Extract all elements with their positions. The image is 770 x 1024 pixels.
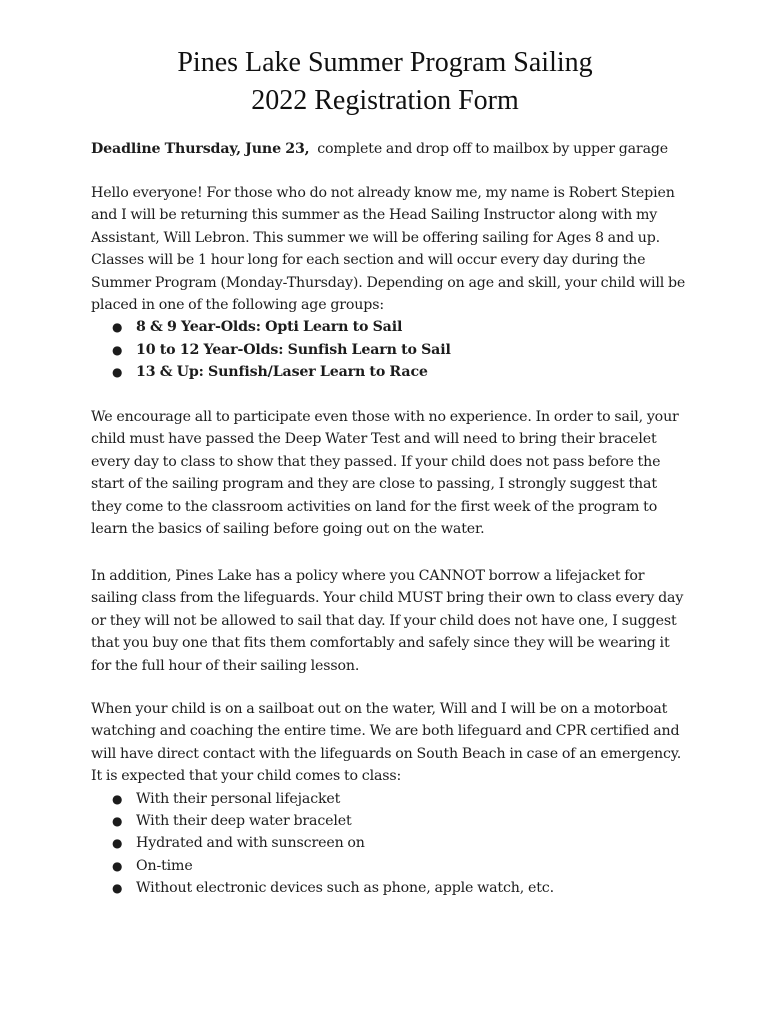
bullet-icon: ● — [112, 342, 123, 357]
page-title-line2: 2022 Registration Form — [251, 85, 519, 116]
list-item — [91, 810, 691, 832]
age-group-text: 13 & Up: Sunfish/Laser Learn to Race — [136, 364, 428, 381]
list-item — [91, 788, 691, 810]
safety-paragraph: When your child is on a sailboat out on the water, Will and I will be on a motorboat watching and coaching the entire time. We are both lifeguard and CPR certified and will have direct contact with the lifeguards on South Beach in case of an emergency. — [91, 701, 682, 762]
list-item — [91, 877, 691, 899]
bullet-icon: ● — [112, 881, 123, 896]
expectation-text: With their deep water bracelet — [136, 813, 352, 830]
page-title-line1: Pines Lake Summer Program Sailing — [177, 47, 593, 78]
deadline-label: Deadline Thursday, June 23, — [91, 141, 310, 157]
bullet-icon: ● — [112, 814, 123, 829]
age-group-text: 10 to 12 Year-Olds: Sunfish Learn to Sail — [136, 341, 451, 358]
list-item — [91, 361, 691, 383]
expectation-text: Without electronic devices such as phone, apple watch, etc. — [136, 880, 554, 897]
lifejacket-section — [91, 565, 691, 677]
list-item — [91, 832, 691, 854]
expectation-text: On-time — [136, 857, 193, 874]
bullet-icon: ● — [112, 791, 123, 806]
intro-paragraph: Hello everyone! For those who do not already know me, my name is Robert Stepien and I will be returning this summer as the Head Sailing Instructor along with my Assistant, Will Lebron. This summer we will be offering sailing for Ages 8 and up. Classes will be 1 hour long for each section and will occur every day during the Summer Program (Monday-Thursday). Depending on age and skill, your child will be placed in one of the following age groups: — [91, 185, 686, 314]
list-item — [91, 316, 691, 338]
bullet-icon: ● — [112, 836, 123, 851]
expectation-text: With their personal lifejacket — [136, 790, 341, 807]
expectations-list — [91, 788, 691, 900]
safety-section — [91, 698, 691, 900]
age-groups-list — [91, 316, 691, 383]
expectation-text: Hydrated and with sunscreen on — [136, 835, 365, 852]
intro-section — [91, 182, 691, 384]
bullet-icon: ● — [112, 858, 123, 873]
deadline-text: complete and drop off to mailbox by upper garage — [317, 141, 669, 157]
list-item — [91, 339, 691, 361]
age-group-text: 8 & 9 Year-Olds: Opti Learn to Sail — [136, 319, 403, 336]
experience-section — [91, 406, 691, 540]
expectation-intro: It is expected that your child comes to class: — [91, 768, 402, 785]
experience-paragraph: We encourage all to participate even those with no experience. In order to sail, your child must have passed the Deep Water Test and will need to bring their bracelet every day to class to show that they passed. If your child does not pass before the start of the sailing program and they are close to passing, I strongly suggest that they come to the classroom activities on land for the first week of the program to learn the basics of sailing before going out on the water. — [91, 409, 679, 538]
bullet-icon: ● — [112, 320, 123, 335]
lifejacket-paragraph: In addition, Pines Lake has a policy where you CANNOT borrow a lifejacket for sailing class from the lifeguards. Your child MUST bring their own to class every day or they will not be allowed to sail that day. If your child does not have one, I suggest that you buy one that fits them comfortably and safely since they will be wearing it for the full hour of their sailing lesson. — [91, 568, 684, 674]
list-item — [91, 855, 691, 877]
bullet-icon: ● — [112, 365, 123, 380]
deadline-line — [91, 138, 691, 160]
